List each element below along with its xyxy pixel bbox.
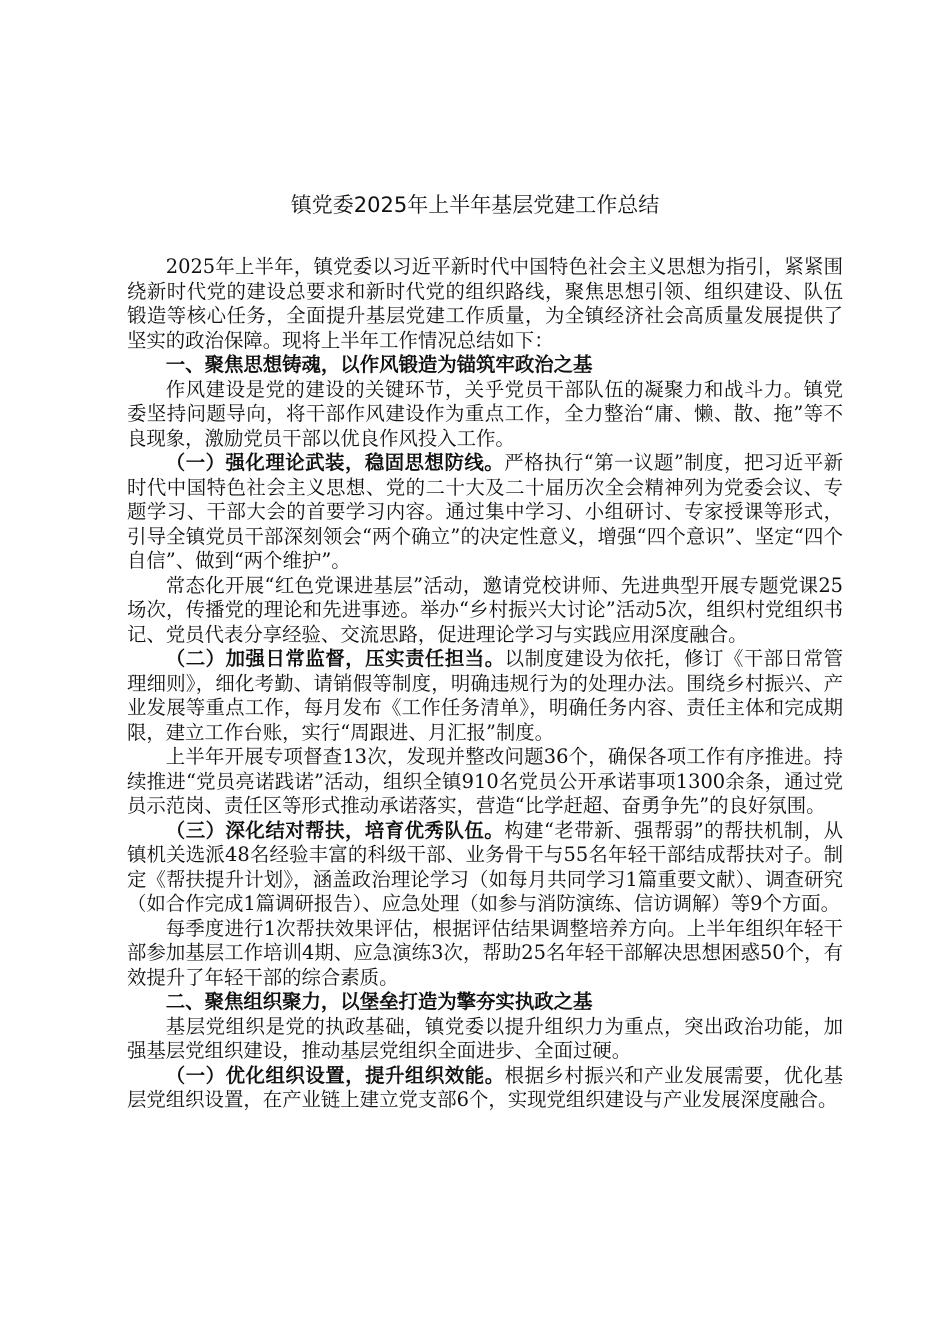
- paragraph: 常态化开展“红色党课进基层”活动，邀请党校讲师、先进典型开展专题党课25场次，传播党的理论和先进事迹。举办“乡村振兴大讨论”活动5次，组织村党组织书记、党员代表分享经验、交流思路，促进理论学习与实践应用深度融合。: [127, 573, 843, 646]
- section-heading-1: 一、聚焦思想铸魂，以作风锻造为锚筑牢政治之基: [165, 353, 593, 376]
- paragraph: 每季度进行1次帮扶效果评估，根据评估结果调整培养方向。上半年组织年轻干部参加基层工作培训4期、应急演练3次，帮助25名年轻干部解决思想困惑50个，有效提升了年轻干部的综合素质。: [127, 916, 843, 989]
- subsection-lead: （二）加强日常监督，压实责任担当。: [165, 647, 505, 670]
- subsection-paragraph: [127, 819, 843, 917]
- subsection-lead: （三）深化结对帮扶，培育优秀队伍。: [165, 818, 505, 842]
- paragraph: 上半年开展专项督查13次，发现并整改问题36个，确保各项工作有序推进。持续推进“党员亮诺践诺”活动，组织全镇910名党员公开承诺事项1300余条，通过党员示范岗、责任区等形式推动承诺落实，营造“比学赶超、奋勇争先”的良好氛围。: [127, 745, 843, 817]
- subsection-text: 严格执行“第一议题”制度，把习近平新时代中国特色社会主义思想、党的二十大及二十届历次全会精神列为党委会议、专题学习、干部大会的首要学习内容。通过集中学习、小组研讨、专家授课等形式，引导全镇党员干部深刻领会“两个确立”的决定性意义，增强“四个意识”、坚定“四个自信”、做到“两个维护”。: [127, 451, 844, 572]
- section-heading-2: 二、聚焦组织聚力，以堡垒打造为擎夯实执政之基: [165, 990, 593, 1013]
- paragraph: 作风建设是党的建设的关键环节，关乎党员干部队伍的凝聚力和战斗力。镇党委坚持问题导向，将干部作风建设作为重点工作，全力整治“庸、懒、散、拖”等不良现象，激励党员干部以优良作风投入工作。: [127, 377, 843, 450]
- subsection-text: 构建“老带新、强帮弱”的帮扶机制，从镇机关选派48名经验丰富的科级干部、业务骨干与55名年轻干部结成帮扶对子。制定《帮扶提升计划》，涵盖政治理论学习（如每月共同学习1篇重要文献）、调查研究（如合作完成1篇调研报告）、应急处理（如参与消防演练、信访调解）等9个方面。: [127, 818, 844, 915]
- subsection-text: 根据乡村振兴和产业发展需要，优化基层党组织设置，在产业链上建立党支部6个，实现党组织建设与产业发展深度融合。: [127, 1063, 844, 1111]
- subsection-paragraph: [127, 647, 843, 745]
- subsection-paragraph: [127, 451, 843, 574]
- paragraph: 基层党组织是党的执政基础，镇党委以提升组织力为重点，突出政治功能，加强基层党组织建设，推动基层党组织全面进步、全面过硬。: [127, 1014, 843, 1062]
- subsection-lead: （一）优化组织设置，提升组织效能。: [165, 1063, 505, 1087]
- intro-paragraph: 2025年上半年，镇党委以习近平新时代中国特色社会主义思想为指引，紧紧围绕新时代党的建设总要求和新时代党的组织路线，聚焦思想引领、组织建设、队伍锻造等核心任务，全面提升基层党建工作质量，为全镇经济社会高质量发展提供了坚实的政治保障。现将上半年工作情况总结如下：: [127, 255, 843, 352]
- subsection-paragraph: [127, 1064, 843, 1113]
- document-body: [127, 255, 843, 1113]
- subsection-text: 以制度建设为依托，修订《干部日常管理细则》，细化考勤、请销假等制度，明确违规行为的处理办法。围绕乡村振兴、产业发展等重点工作，每月发布《工作任务清单》，明确任务内容、责任主体和完成期限，建立工作台账，实行“周跟进、月汇报”制度。: [127, 647, 844, 744]
- document-title: 镇党委2025年上半年基层党建工作总结: [290, 193, 660, 217]
- subsection-lead: （一）强化理论武装，稳固思想防线。: [165, 451, 505, 474]
